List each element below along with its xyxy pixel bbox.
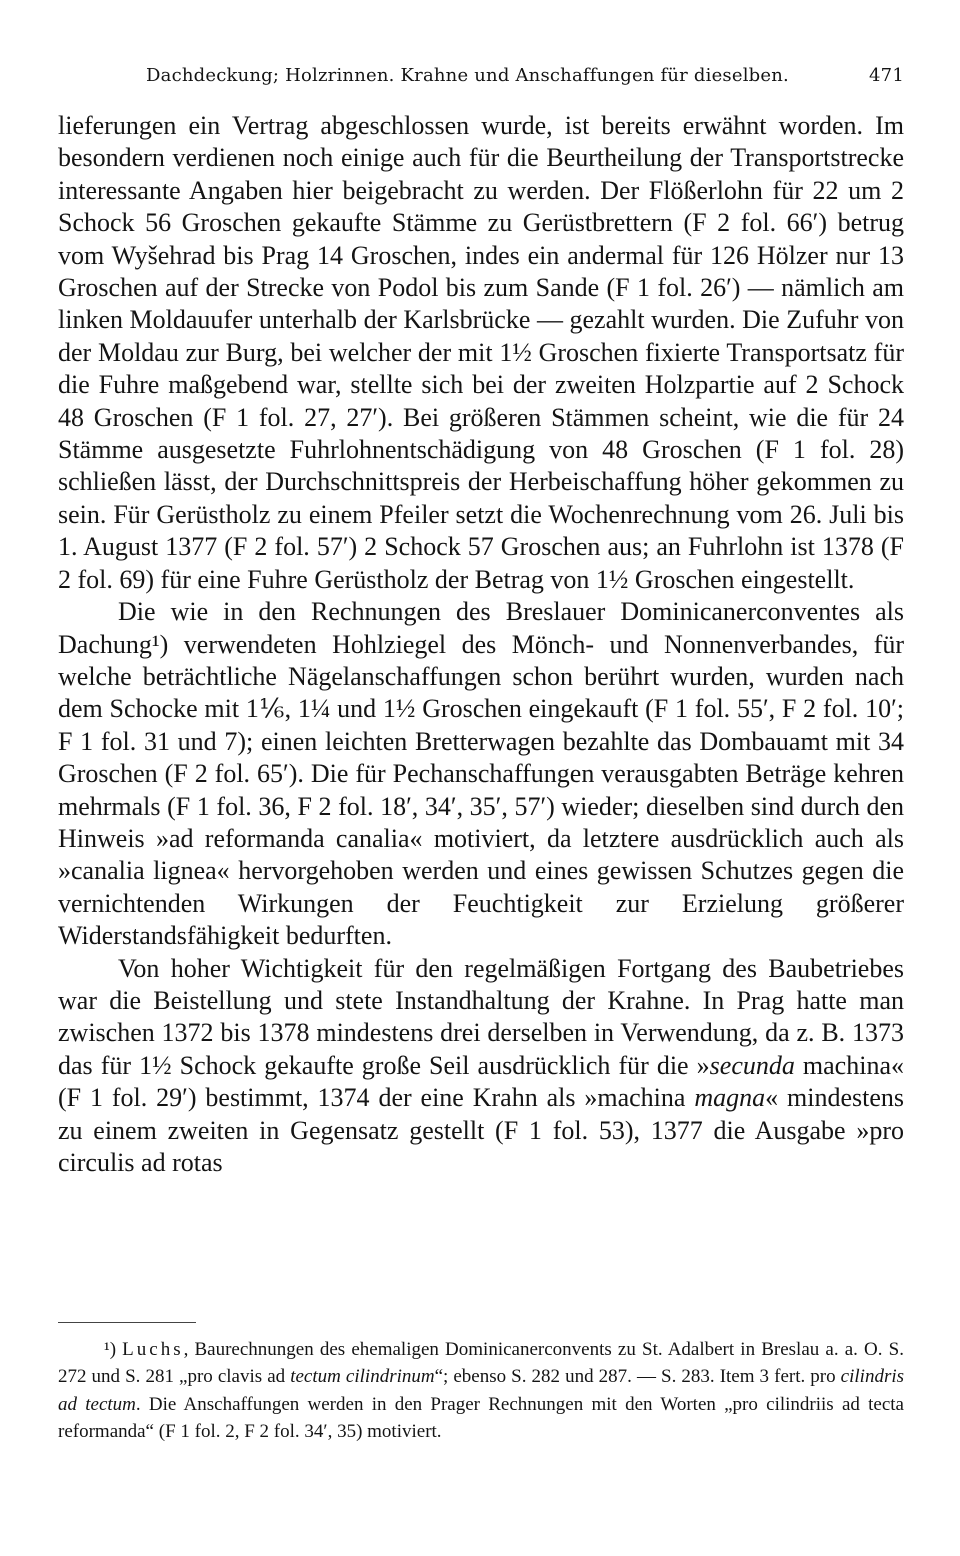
page-number: 471 — [869, 65, 904, 86]
paragraph-3 — [58, 953, 904, 1180]
body-text — [58, 110, 904, 1179]
footnote-italic-1: tectum cilindrinum — [290, 1366, 435, 1388]
footnote-divider — [58, 1322, 196, 1323]
footnote-author: Luchs — [122, 1339, 184, 1360]
italic-magna: magna — [694, 1083, 766, 1113]
footnote-part-3: . Die Anschaffungen werden in den Prager Rechnungen mit den Worten „pro cilindriis ad tecta reformanda“ (F 1 fol. 2, F 2 fol. 34′, 35) motiviert. — [58, 1393, 904, 1443]
footnote-part-2: “; ebenso S. 282 und 287. — S. 283. Item 3 fert. pro — [434, 1366, 841, 1388]
paragraph-3-part-1: Von hoher Wichtigkeit für den regelmäßigen Fortgang des Baubetriebes war die Beistellung und stete Instandhaltung der Krahne. In Prag hatte man zwischen 1372 bis 1378 mindestens drei derselben in Verwendung, da z. B. 1373 das für 1½ Schock gekaufte große Seil ausdrücklich für die » — [58, 953, 904, 1080]
italic-secunda: secunda — [709, 1050, 795, 1080]
paragraph-1: lieferungen ein Vertrag abgeschlossen wurde, ist bereits erwähnt worden. Im besondern verdienen noch einige auch für die Beurtheilung der Transportstrecke interessante Angaben hier beigebracht zu werden. Der Flößerlohn für 22 um 2 Schock 56 Groschen gekaufte Stämme zu Gerüstbrettern (F 2 fol. 66′) betrug vom Wyšehrad bis Prag 14 Groschen, indes ein andermal für 126 Hölzer nur 13 Groschen auf der Strecke von Podol bis zum Sande (F 1 fol. 26′) — nämlich am linken Moldauufer unterhalb der Karlsbrücke — gezahlt wurden. Die Zufuhr von der Moldau zur Burg, bei welcher der mit 1½ Groschen fixierte Transportsatz für die Fuhre maßgebend war, stellte sich bei der zweiten Holzpartie auf 2 Schock 48 Groschen (F 1 fol. 27, 27′). Bei größeren Stämmen scheint, wie die für 24 Stämme ausgesetzte Fuhrlohnentschädigung von 48 Groschen (F 1 fol. 28) schließen lässt, der Durchschnittspreis der Herbeischaffung höher gekommen zu sein. Für Gerüstholz zu einem Pfeiler setzt die Wochenrechnung vom 26. Juli bis 1. August 1377 (F 2 fol. 57′) 2 Schock 57 Groschen aus; an Fuhrlohn ist 1378 (F 2 fol. 69) für eine Fuhre Gerüstholz der Betrag von 1½ Groschen eingestellt. — [58, 111, 904, 594]
paragraph-3-part-2: machina« (F 1 fol. 29′) bestimmt, 1374 der eine Krahn als »machina — [58, 1050, 904, 1113]
footnote-marker: ¹) — [104, 1339, 123, 1360]
running-header — [146, 60, 904, 92]
footnote-part-1: , Baurechnungen des ehemaligen Dominicanerconvents zu St. Adalbert in Breslau a. a. O. S. 272 und S. 281 „pro clavis ad — [58, 1339, 904, 1388]
footnote — [58, 1336, 904, 1446]
paragraph-3-part-3: « mindestens zu einem zweiten in Gegensatz gestellt (F 1 fol. 53), 1377 die Ausgabe »pro circulis ad rotas — [58, 1083, 904, 1177]
running-title: Dachdeckung; Holzrinnen. Krahne und Anschaffungen für dieselben. — [146, 65, 789, 86]
footnote-1 — [58, 1336, 904, 1446]
footnote-italic-2: cilindris ad tectum — [58, 1366, 905, 1415]
paragraph-2: Die wie in den Rechnungen des Breslauer Dominicanerconventes als Dachung¹) verwendeten Hohlziegel des Mönch- und Nonnenverbandes, für welche beträchtliche Nägelanschaffungen schon berührt wurden, wurden nach dem Schocke mit 1⅙, 1¼ und 1½ Groschen eingekauft (F 1 fol. 55′, F 2 fol. 10′; F 1 fol. 31 und 7); einen leichten Bretterwagen bezahlte das Dombauamt mit 34 Groschen (F 2 fol. 65′). Die für Pechanschaffungen verausgabten Beträge kehren mehrmals (F 1 fol. 36, F 2 fol. 18′, 34′, 35′, 57′) wieder; dieselben sind durch den Hinweis »ad reformanda canalia« motiviert, da letztere ausdrücklich auch als »canalia lignea« hervorgehoben werden und eines gewissen Schutzes gegen die vernichtenden Wirkungen der Feuchtigkeit zur Erzielung größerer Widerstandsfähigkeit bedurften. — [58, 597, 904, 951]
